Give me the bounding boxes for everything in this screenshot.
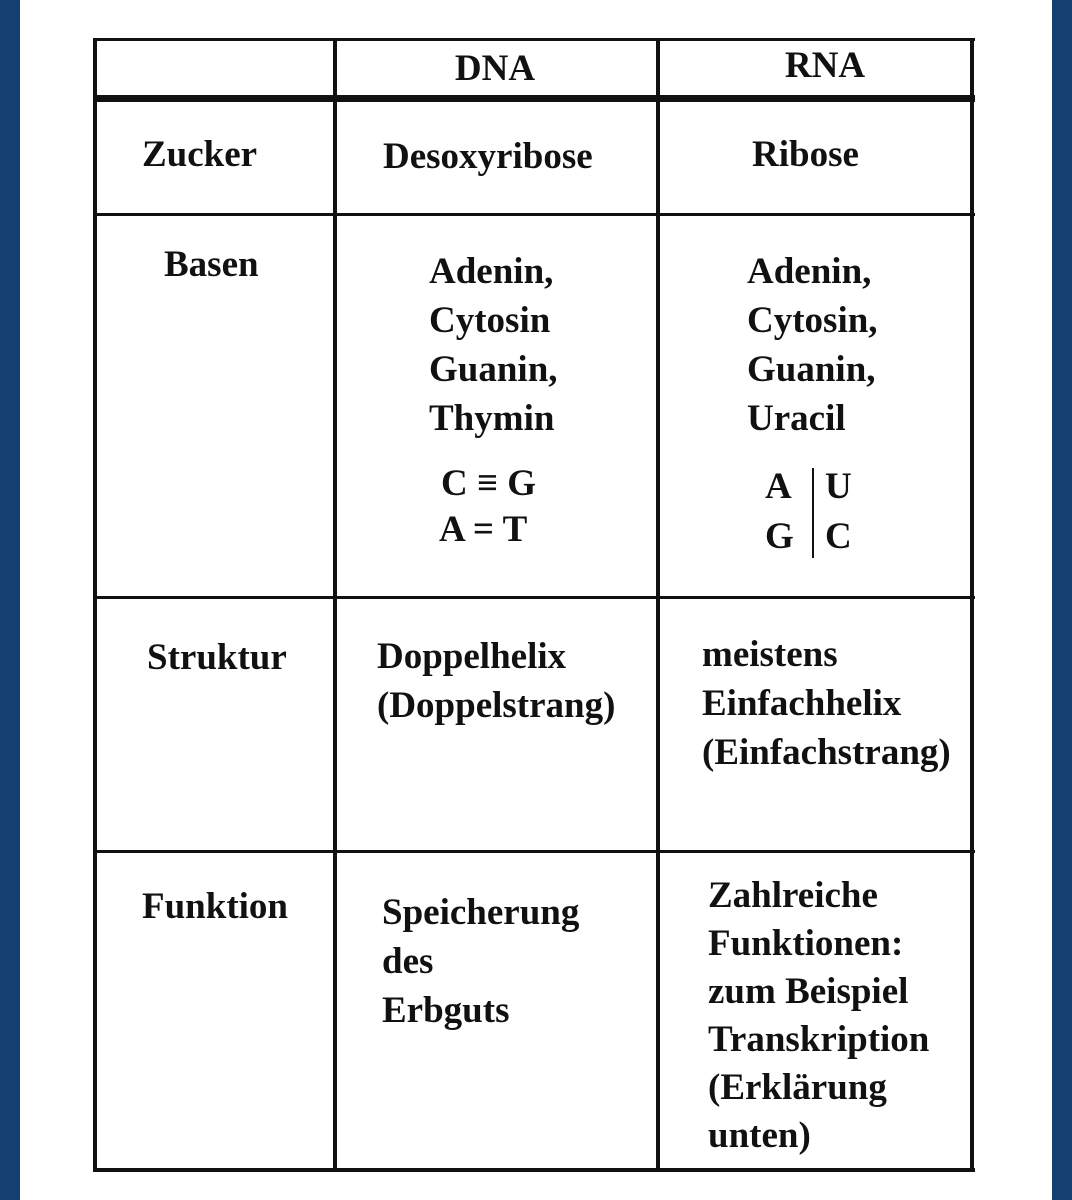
- dna-function-line-3: Erbguts: [382, 990, 510, 1031]
- rna-pair-a: A: [765, 466, 792, 507]
- header-divider: [95, 95, 975, 102]
- rna-function-line-6: unten): [708, 1115, 811, 1156]
- row-label-zucker: Zucker: [142, 134, 258, 175]
- dna-base-adenin: Adenin,: [429, 251, 554, 292]
- dna-function: [382, 888, 579, 1035]
- rna-function: [708, 871, 929, 1159]
- dna-base-thymin: Thymin: [429, 398, 555, 439]
- dna-structure-line-2: (Doppelstrang): [377, 685, 616, 726]
- rna-structure-line-3: (Einfachstrang): [702, 732, 951, 773]
- header-dna: DNA: [454, 48, 536, 89]
- rna-base-cytosin: Cytosin,: [747, 300, 878, 341]
- rna-base-guanin: Guanin,: [747, 349, 876, 390]
- column-divider-2: [656, 38, 660, 1172]
- rna-pairs: [765, 462, 865, 562]
- dna-pair-at: A = T: [439, 509, 528, 550]
- rna-pair-g: G: [765, 516, 794, 557]
- header-rna: RNA: [784, 45, 866, 86]
- table-border-bottom: [95, 1168, 975, 1172]
- dna-sugar: Desoxyribose: [383, 136, 593, 177]
- row-label-funktion: Funktion: [142, 886, 289, 927]
- dna-pair-cg: C ≡ G: [441, 463, 537, 504]
- document-page: [20, 0, 1052, 1200]
- rna-sugar: Ribose: [752, 134, 859, 175]
- dna-bases: [429, 247, 558, 443]
- row-divider-struktur: [95, 850, 975, 853]
- dna-structure: [377, 632, 615, 730]
- dna-base-guanin: Guanin,: [429, 349, 558, 390]
- rna-pair-divider: [812, 468, 814, 558]
- rna-bases: [747, 247, 878, 443]
- comparison-table: [95, 38, 975, 1172]
- row-label-struktur: Struktur: [147, 637, 287, 678]
- dna-function-line-2: des: [382, 941, 434, 982]
- rna-function-line-2: Funktionen:: [708, 923, 904, 964]
- row-divider-basen: [95, 596, 975, 599]
- rna-base-adenin: Adenin,: [747, 251, 872, 292]
- row-label-basen: Basen: [164, 244, 259, 285]
- table-border-right: [970, 38, 974, 1172]
- rna-pair-u: U: [825, 466, 852, 507]
- column-divider-1: [333, 38, 337, 1172]
- row-divider-zucker: [95, 213, 975, 216]
- table-border-left: [93, 38, 97, 1172]
- rna-base-uracil: Uracil: [747, 398, 846, 439]
- rna-structure-line-2: Einfachhelix: [702, 683, 902, 724]
- rna-structure-line-1: meistens: [702, 634, 838, 675]
- rna-function-line-1: Zahlreiche: [708, 875, 878, 916]
- dna-function-line-1: Speicherung: [382, 892, 580, 933]
- rna-structure: [702, 630, 951, 777]
- rna-function-line-4: Transkription: [708, 1019, 930, 1060]
- rna-function-line-3: zum Beispiel: [708, 971, 909, 1012]
- dna-base-cytosin: Cytosin: [429, 300, 551, 341]
- dna-structure-line-1: Doppelhelix: [377, 636, 567, 677]
- rna-function-line-5: (Erklärung: [708, 1067, 887, 1108]
- rna-pair-c: C: [825, 516, 852, 557]
